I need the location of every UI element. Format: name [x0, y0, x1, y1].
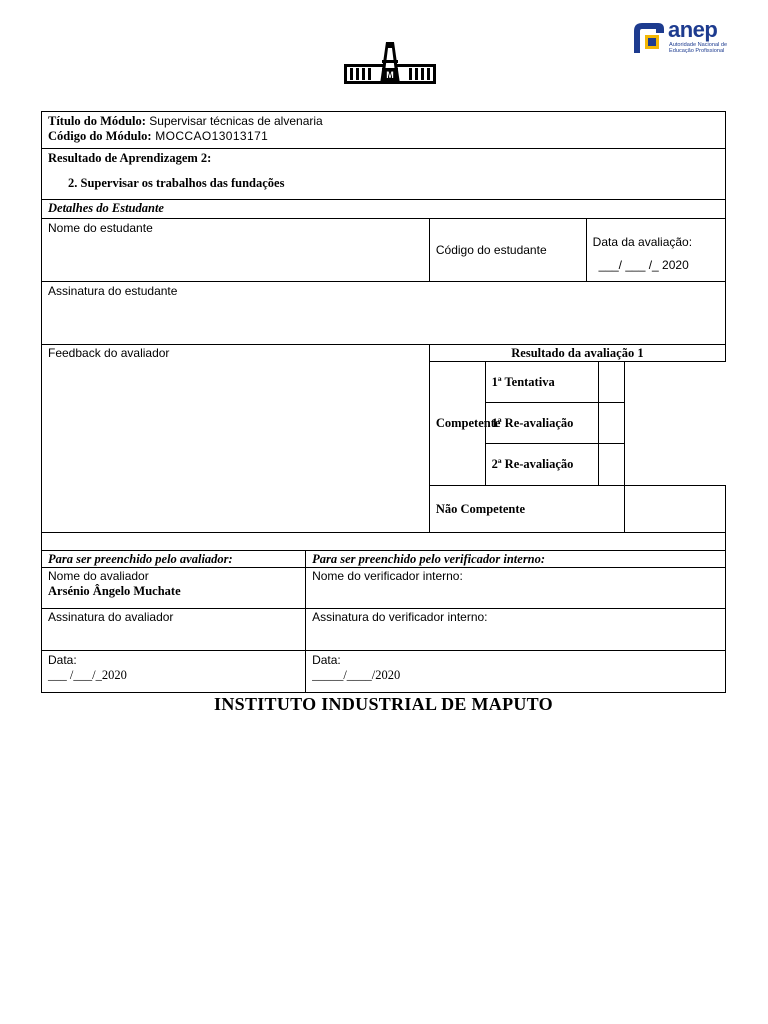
result-title: Resultado da avaliação 1 [429, 345, 725, 362]
evaluation-date-cell [586, 219, 725, 282]
not-competent-label: Não Competente [429, 486, 624, 533]
assessor-date-cell [42, 651, 306, 693]
verifier-date-cell [306, 651, 726, 693]
assessor-date-label: Data: [48, 653, 77, 667]
learning-outcome-label: Resultado de Aprendizagem 2: [48, 151, 212, 165]
verifier-signature-cell [306, 609, 726, 651]
spacer-row [42, 533, 726, 551]
attempt-label-1: 1ª Tentativa [485, 362, 598, 403]
student-name-label: Nome do estudante [48, 221, 153, 235]
assessor-name-label: Nome do avaliador [48, 569, 149, 583]
feedback-cell [42, 345, 430, 533]
student-name-cell [42, 219, 430, 282]
anep-mark-icon [632, 21, 666, 55]
assessor-name-value: Arsénio Ângelo Muchate [48, 584, 181, 598]
verifier-date-label: Data: [312, 653, 341, 667]
student-code-cell [429, 219, 586, 282]
evaluation-date-value: ___/ ___ /_ 2020 [598, 258, 689, 272]
assessor-date-value: ___ /___/_2020 [48, 668, 127, 682]
module-code-value: MOCCAO13013171 [151, 129, 269, 143]
anep-logo [632, 17, 732, 57]
assessor-signature-label: Assinatura do avaliador [48, 610, 174, 624]
module-code-label: Código do Módulo: [48, 129, 152, 143]
attempt-result-1 [599, 362, 625, 403]
assessor-name-cell [42, 568, 306, 609]
module-cell [42, 112, 726, 149]
competent-label: Competente [429, 362, 485, 486]
verifier-signature-label: Assinatura do verificador interno: [312, 610, 488, 624]
student-signature-label: Assinatura do estudante [48, 284, 178, 298]
learning-outcome-item: 2. Supervisar os trabalhos das fundações [68, 176, 285, 190]
attempt-label-2: 1ª Re-avaliação [485, 403, 598, 444]
svg-text:M: M [386, 70, 394, 80]
institution-title: INSTITUTO INDUSTRIAL DE MAPUTO [214, 694, 553, 714]
verifier-name-cell [306, 568, 726, 609]
student-section-title: Detalhes do Estudante [42, 200, 726, 219]
anep-subtitle: Autoridade Nacional de Educação Profissional [669, 42, 728, 55]
module-title-label: Título do Módulo: [48, 114, 146, 128]
attempt-result-2 [599, 403, 625, 444]
module-title-value: Supervisar técnicas de alvenaria [145, 114, 323, 128]
attempt-result-3 [599, 444, 625, 486]
assessor-section-title: Para ser preenchido pelo avaliador: [42, 551, 306, 568]
evaluation-date-label: Data da avaliação: [592, 235, 693, 249]
learning-outcome-cell [42, 149, 726, 200]
assessor-signature-cell [42, 609, 306, 651]
student-signature-cell [42, 282, 726, 345]
attempt-label-3: 2ª Re-avaliação [485, 444, 598, 486]
anep-wordmark: anep [668, 17, 718, 42]
student-code-label: Código do estudante [435, 242, 547, 257]
instituto-industrial-logo-icon [344, 40, 436, 86]
assessment-form [41, 111, 726, 693]
verifier-date-value: _____/____/2020 [312, 668, 401, 682]
feedback-label: Feedback do avaliador [48, 346, 170, 360]
verifier-section-title: Para ser preenchido pelo verificador interno: [306, 551, 726, 568]
verifier-name-label: Nome do verificador interno: [312, 569, 463, 583]
not-competent-result [624, 486, 725, 533]
